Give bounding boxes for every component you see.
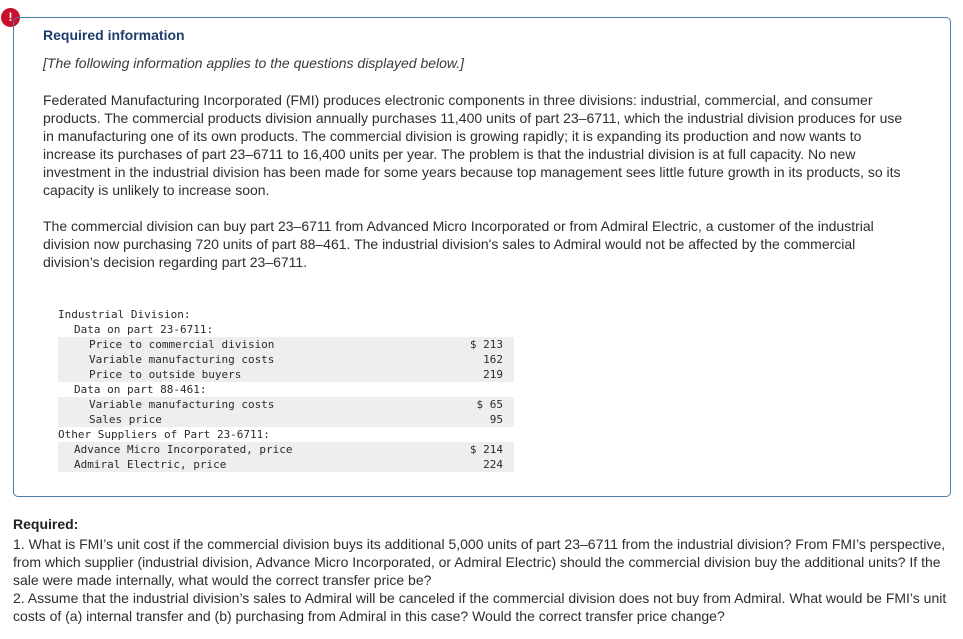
- row-label: Data on part 23-6711:: [74, 323, 214, 336]
- row-value: [451, 322, 514, 337]
- row-label: Variable manufacturing costs: [58, 397, 451, 412]
- table-row: [58, 442, 514, 457]
- row-label: Industrial Division:: [58, 308, 191, 321]
- table-row: [58, 322, 514, 337]
- question-2: 2. Assume that the industrial division’s sales to Admiral will be canceled if the commercial division does not buy from Admiral. What would be FMI’s unit costs of (a) internal transfer and (b) purchasing from Admiral in this case? Would the correct transfer price change?: [13, 590, 947, 624]
- required-title: Required:: [13, 516, 79, 532]
- row-label: Admiral Electric, price: [58, 457, 451, 472]
- row-label: Variable manufacturing costs: [58, 352, 451, 367]
- data-table: [58, 307, 514, 472]
- scenario-paragraph-1: Federated Manufacturing Incorporated (FMI) produces electronic components in three divisions: industrial, commercial, and consumer products. The commercial products division annually purchases 11,400 units of part 23–6711, which the industrial division produces for use in manufacturing one of its own products. The commercial division is growing rapidly; it is expanding its production and now wants to increase its purchases of part 23–6711 to 16,400 units per year. The problem is that the industrial division is at full capacity. No new investment in the industrial division has been made for some years because top management sees little future growth in its products, so its capacity is unlikely to increase soon.: [43, 92, 903, 198]
- row-label: Price to commercial division: [58, 337, 451, 352]
- row-value: 162: [451, 352, 514, 367]
- row-label: Advance Micro Incorporated, price: [58, 442, 451, 457]
- row-value: 219: [451, 367, 514, 382]
- row-value: [451, 382, 514, 397]
- scenario-paragraph-2: The commercial division can buy part 23–6711 from Advanced Micro Incorporated or from Admiral Electric, a customer of the industrial division now purchasing 720 units of part 88–461. The industrial division's sales to Admiral would not be affected by the commercial division’s decision regarding part 23–6711.: [43, 218, 874, 270]
- table-row: [58, 307, 514, 322]
- row-value: $ 213: [451, 337, 514, 352]
- info-note: [The following information applies to the questions displayed below.]: [43, 55, 465, 71]
- table-row: [58, 382, 514, 397]
- table-row: [58, 352, 514, 367]
- row-value: [451, 427, 514, 442]
- row-value: [451, 307, 514, 322]
- row-value: 224: [451, 457, 514, 472]
- table-row: [58, 367, 514, 382]
- row-label: Sales price: [58, 412, 451, 427]
- table-row: [58, 337, 514, 352]
- row-value: 95: [451, 412, 514, 427]
- row-value: $ 65: [451, 397, 514, 412]
- question-1: 1. What is FMI’s unit cost if the commercial division buys its additional 5,000 units of part 23–6711 from the industrial division? From FMI’s perspective, from which supplier (industrial division, Advance Micro Incorporated, or Admiral Electric) should the commercial division buy the additional units? If the sale were made internally, what would the correct transfer price be?: [13, 536, 946, 588]
- table-row: [58, 427, 514, 442]
- table-row: [58, 412, 514, 427]
- row-label: Other Suppliers of Part 23-6711:: [58, 428, 270, 441]
- row-label: Data on part 88-461:: [74, 383, 207, 396]
- alert-icon: !: [1, 8, 20, 27]
- row-label: Price to outside buyers: [58, 367, 451, 382]
- info-title: Required information: [43, 27, 185, 43]
- table-row: [58, 457, 514, 472]
- table-row: [58, 397, 514, 412]
- row-value: $ 214: [451, 442, 514, 457]
- required-questions: [13, 535, 951, 625]
